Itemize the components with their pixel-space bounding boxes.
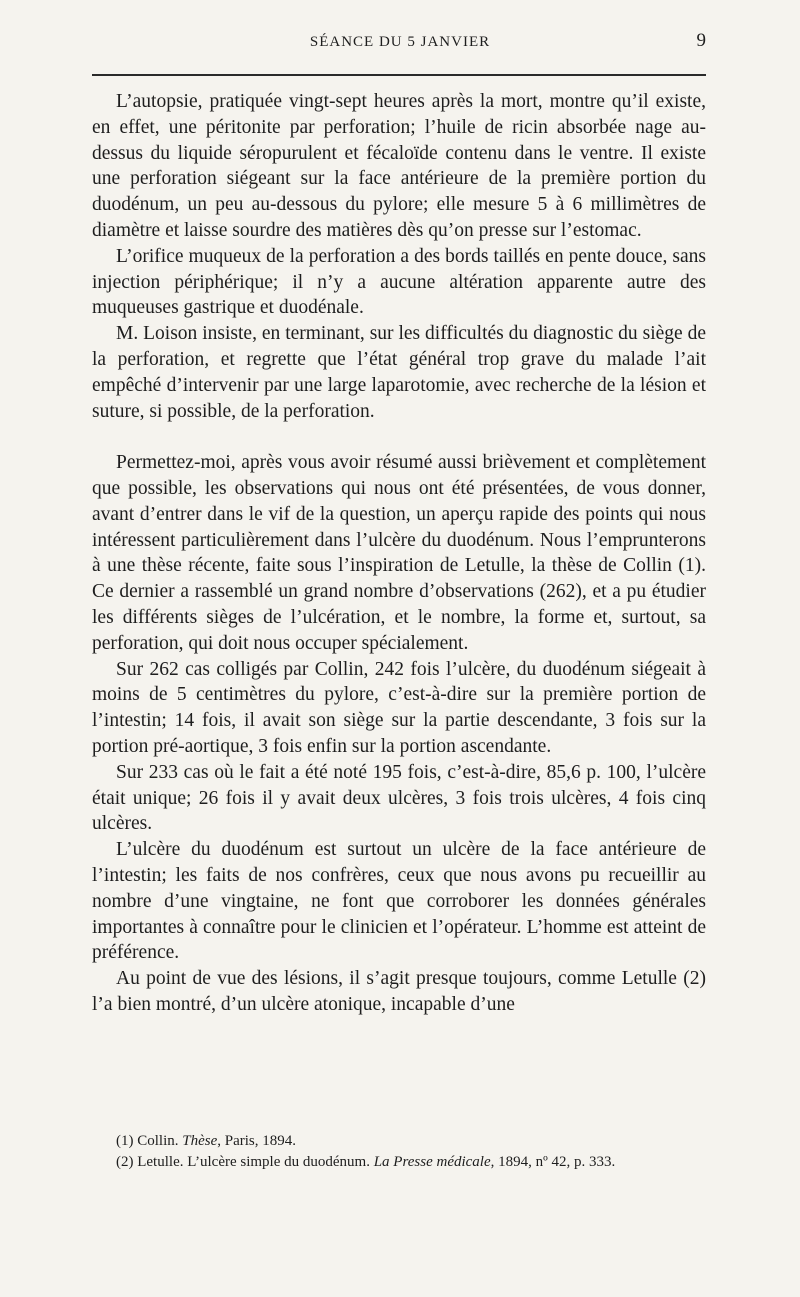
paragraph-permettez: Permettez-moi, après vous avoir résumé aussi brièvement et complètement que possible, les observations qui nous ont été présentées, de vous donner, avant d’entrer dans le vif de la question, un aperçu rapide des points qui nous intéressent particulièrement dans l’ulcère du duodénum. Nous l’emprunterons à une thèse récente, faite sous l’inspiration de Letulle, la thèse de Collin (1). Ce dernier a rassemblé un grand nombre d’observations (262), et a pu étudier les différents sièges de l’ulcération, et le nombre, la forme et, surtout, sa perforation, qui doit nous occuper spécialement. [92,452,706,654]
paragraph-face-anterieure: L’ulcère du duodénum est surtout un ulcère de la face antérieure de l’intestin; les faits de nos confrères, ceux que nous avons pu recueillir au nombre d’une vingtaine, ne font que corroborer les données générales importantes à connaître pour le clinicien et l’opérateur. L’homme est atteint de préférence. [92,839,706,964]
running-head [92,30,708,58]
running-head-title: SÉANCE DU 5 JANVIER [309,34,491,50]
footnotes [92,1131,706,1173]
header-rule [92,74,706,76]
paragraph-sur-233: Sur 233 cas où le fait a été noté 195 fois, c’est-à-dire, 85,6 p. 100, l’ulcère était unique; 26 fois il y avait deux ulcères, 3 fois trois ulcères, 4 fois cinq ulcères. [92,761,706,835]
paragraph-lesions: Au point de vue des lésions, il s’agit presque toujours, comme Letulle (2) l’a bien montré, d’un ulcère atonique, incapable d’une [92,968,706,1015]
paragraph-autopsie: L’autopsie, pratiquée vingt-sept heures après la mort, montre qu’il existe, en effet, une péritonite par perforation; l’huile de ricin absorbée nage au-dessus du liquide séropurulent et fécaloïde contenu dans le ventre. Il existe une perforation siégeant sur la face antérieure de la première portion du duodénum, un peu au-dessous du pylore; elle mesure 5 à 6 millimètres de diamètre et laisse sourdre des matières dès qu’on presse sur l’estomac. [92,91,706,241]
footnote-1: (1) Collin. Thèse, Paris, 1894. [116,1133,296,1149]
body-text [92,89,706,1018]
footnote-2: (2) Letulle. L’ulcère simple du duodénum. La Presse médicale, 1894, nº 42, p. 333. [116,1154,616,1170]
paragraph-orifice: L’orifice muqueux de la perforation a des bords taillés en pente douce, sans injection périphérique; il n’y a aucune altération apparente autre des muqueuses gastrique et duodénale. [92,245,706,319]
paragraph-sur-262: Sur 262 cas colligés par Collin, 242 fois l’ulcère, du duodénum siégeait à moins de 5 centimètres du pylore, c’est-à-dire sur la première portion de l’intestin; 14 fois, il avait son siège sur la partie descendante, 3 fois sur la portion pré-aortique, 3 fois enfin sur la portion ascendante. [92,658,706,757]
footnote-2-work: La Presse médicale [373,1154,491,1170]
footnote-1-work: Thèse [182,1133,218,1149]
paragraph-loison: M. Loison insiste, en terminant, sur les difficultés du diagnostic du siège de la perforation, et regrette que l’état général trop grave du malade l’ait empêché d’intervenir par une large laparotomie, avec recherche de la lésion et suture, si possible, de la perforation. [92,323,706,422]
page-number: 9 [696,30,706,51]
